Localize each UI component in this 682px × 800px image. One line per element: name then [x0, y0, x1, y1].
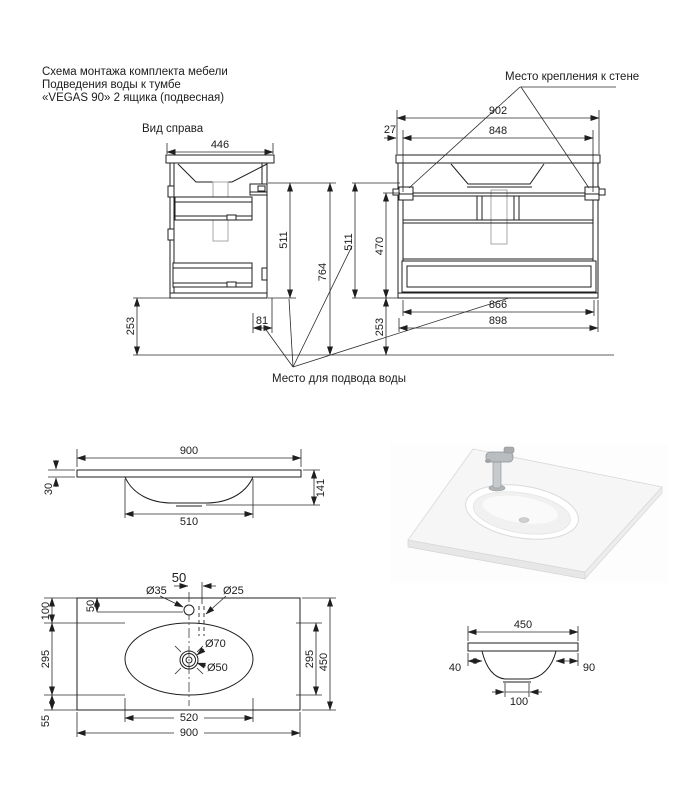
dim-faucet-hole: Ø35 [146, 585, 167, 597]
dim-900-basin: 900 [179, 445, 199, 457]
front-wall-bracket-right [585, 187, 605, 200]
side-handle-mark [262, 268, 267, 280]
dim-898: 898 [488, 315, 508, 327]
side-view-title: Вид справа [142, 123, 204, 135]
basin-top-slab [77, 470, 301, 477]
dim-40: 40 [448, 662, 462, 674]
dim-drain-hole: Ø50 [207, 662, 228, 674]
basin-photo [390, 443, 668, 583]
cabinet-front-view [343, 105, 605, 355]
photo-drain [519, 518, 529, 523]
front-lower-drawer [402, 261, 596, 292]
basin-front-view [43, 445, 327, 528]
title-block [42, 66, 228, 104]
dim-50-faucet-depth: 50 [85, 599, 97, 613]
dim-511-front: 511 [343, 233, 355, 251]
basin-bowl-profile [125, 477, 253, 503]
dim-510: 510 [179, 516, 199, 528]
basin-side-view [449, 619, 595, 708]
dim-100-drain: 100 [509, 696, 529, 708]
dim-470: 470 [374, 236, 386, 256]
faucet-hole [184, 605, 194, 615]
side-hinge-mark-bottom [168, 229, 174, 240]
dim-900-plan: 900 [179, 727, 199, 739]
basin-plan-view [40, 570, 336, 739]
dim-27: 27 [383, 124, 397, 136]
title-line-2: Подведения воды к тумбе [42, 79, 181, 91]
side-lower-drawer [173, 263, 252, 287]
dim-764: 764 [317, 262, 329, 282]
dim-overflow-hole: Ø70 [205, 638, 226, 650]
dim-902: 902 [488, 105, 508, 117]
cabinet-side-view [125, 123, 336, 355]
dim-50-faucet-offset: 50 [171, 570, 187, 585]
side-upper-drawer [175, 197, 252, 220]
dim-253-side: 253 [125, 316, 137, 336]
dim-511-side: 511 [278, 231, 290, 249]
dim-90: 90 [582, 662, 596, 674]
dim-extra-hole: Ø25 [223, 585, 244, 597]
side-countertop [166, 155, 274, 163]
water-supply-callout-label: Место для подвода воды [272, 373, 407, 385]
dim-55: 55 [40, 714, 52, 728]
dim-253-front: 253 [374, 317, 386, 337]
dim-100: 100 [40, 601, 52, 621]
dim-866: 866 [488, 299, 508, 311]
basin-side-bowl [482, 651, 556, 679]
dim-848: 848 [488, 125, 508, 137]
dim-295-right: 295 [304, 649, 316, 669]
side-wall-fastener [250, 184, 267, 195]
dim-450-plan: 450 [318, 652, 330, 672]
basin-side-slab [468, 643, 578, 651]
title-line-1: Схема монтажа комплекта мебели [42, 66, 228, 78]
side-hinge-mark-top [168, 186, 174, 197]
dim-141: 141 [315, 478, 327, 498]
dim-450-side: 450 [513, 619, 533, 631]
dim-30: 30 [43, 482, 55, 496]
dim-81: 81 [255, 315, 269, 327]
title-line-3: «VEGAS 90» 2 ящика (подвесная) [42, 92, 225, 104]
front-drain-pipe [491, 190, 507, 244]
dim-520: 520 [179, 712, 199, 724]
dim-295-left: 295 [40, 649, 52, 669]
dim-446: 446 [210, 139, 230, 151]
wall-mount-callout-label: Место крепления к стене [505, 71, 640, 83]
